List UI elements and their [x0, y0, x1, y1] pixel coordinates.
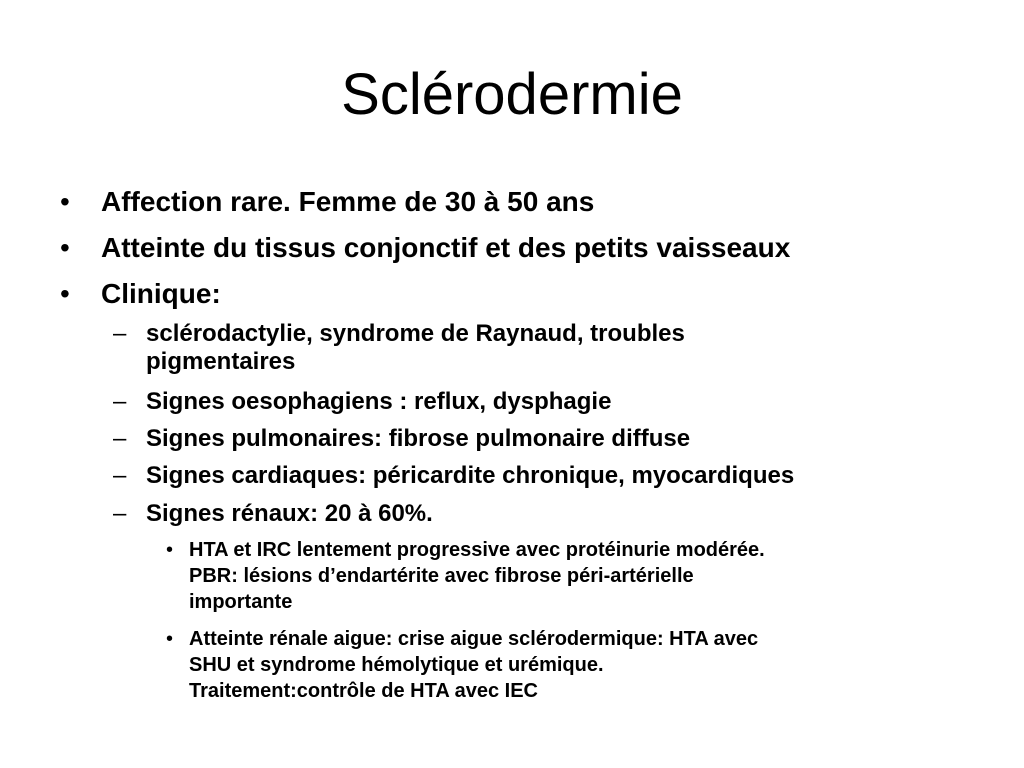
slide-title: Sclérodermie [341, 62, 683, 127]
sub-sub-bullet-text: SHU et syndrome hémolytique et urémique. [189, 654, 604, 676]
sub-bullet-text: Signes cardiaques: péricardite chronique, myocardiques [146, 462, 795, 489]
sub-sub-bullet-text: Atteinte rénale aigue: crise aigue sclérodermique: HTA avec [189, 628, 759, 650]
dash-marker: – [113, 462, 127, 489]
dash-marker: – [113, 388, 127, 415]
dash-marker: – [113, 500, 127, 527]
bullet-text: Clinique: [101, 278, 221, 309]
dash-marker: – [113, 320, 127, 347]
sub-bullet-text: sclérodactylie, syndrome de Raynaud, troubles [146, 320, 685, 347]
bullet-text: Atteinte du tissus conjonctif et des petits vaisseaux [101, 232, 791, 263]
bullet-text: Affection rare. Femme de 30 à 50 ans [101, 186, 595, 217]
bullet-marker: • [166, 539, 174, 561]
sub-sub-bullet-text: HTA et IRC lentement progressive avec protéinurie modérée. [189, 539, 765, 561]
sub-bullet-text: Signes rénaux: 20 à 60%. [146, 500, 433, 527]
sub-bullet-text: Signes pulmonaires: fibrose pulmonaire diffuse [146, 425, 691, 452]
bullet-marker: • [60, 278, 70, 309]
sub-sub-bullet-text: importante [189, 591, 293, 613]
sub-bullet-text: pigmentaires [146, 348, 296, 375]
bullet-marker: • [60, 186, 70, 217]
bullet-marker: • [166, 628, 174, 650]
sub-sub-bullet-text: PBR: lésions d’endartérite avec fibrose péri-artérielle [189, 565, 694, 587]
sub-sub-bullet-text: Traitement:contrôle de HTA avec IEC [189, 680, 538, 702]
dash-marker: – [113, 425, 127, 452]
sub-bullet-text: Signes oesophagiens : reflux, dysphagie [146, 388, 612, 415]
bullet-marker: • [60, 232, 70, 263]
